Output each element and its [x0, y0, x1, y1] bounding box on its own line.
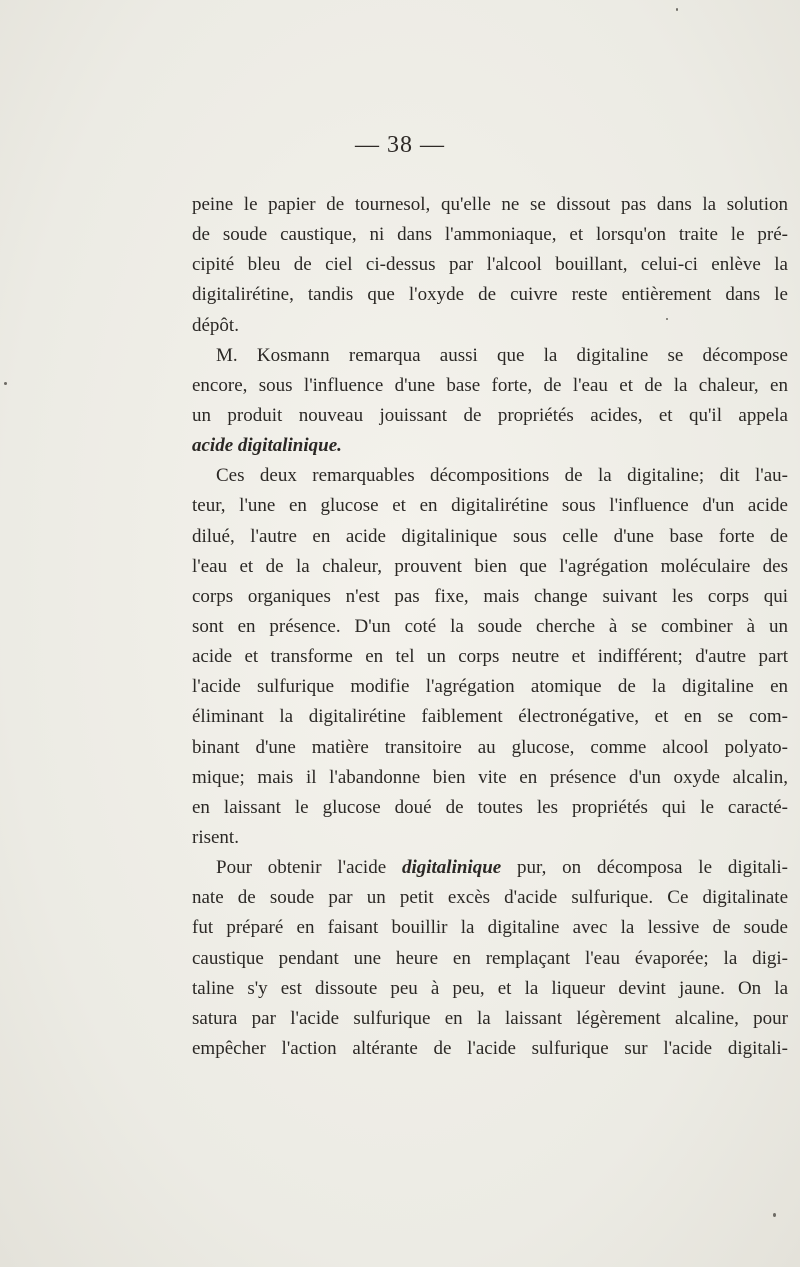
italic-term: acide digitalinique. — [192, 435, 342, 457]
page-number: — 38 — — [355, 132, 445, 158]
scan-speck — [666, 318, 668, 320]
text-line: risent. — [192, 826, 239, 848]
text-line: peine le papier de tournesol, qu'elle ne se dissout pas dans la solution — [192, 194, 788, 215]
text-line: l'acide sulfurique modifie l'agrégation atomique de la digitaline en — [192, 676, 788, 698]
scan-speck — [676, 8, 678, 11]
text-line: l'eau et de la chaleur, prouvent bien que l'agrégation moléculaire des — [192, 555, 788, 577]
text-line: dilué, l'autre en acide digitalinique sous celle d'une base forte de — [192, 525, 788, 547]
text-line-italic — [192, 431, 788, 461]
text-line: un produit nouveau jouissant de propriétés acides, et qu'il appela — [192, 404, 788, 426]
text-segment: pur, on décomposa le digitali- — [501, 857, 788, 879]
text-line: caustique pendant une heure en remplaçant l'eau évaporée; la digi- — [192, 947, 788, 969]
text-line: M. Kosmann remarqua aussi que la digitaline se décompose — [216, 344, 788, 366]
text-line: teur, l'une en glucose et en digitalirétine sous l'influence d'un acide — [192, 495, 788, 517]
text-line: sont en présence. D'un coté la soude cherche à se combiner à un — [192, 615, 788, 637]
text-line-mixed — [192, 853, 788, 883]
text-line: nate de soude par un petit excès d'acide sulfurique. Ce digitalinate — [192, 887, 788, 909]
text-line: éliminant la digitalirétine faiblement électronégative, et en se com- — [192, 706, 788, 728]
text-line: encore, sous l'influence d'une base forte, de l'eau et de la chaleur, en — [192, 374, 788, 396]
text-line: acide et transforme en tel un corps neutre et indifférent; d'autre part — [192, 646, 788, 668]
text-line: fut préparé en faisant bouillir la digitaline avec la lessive de soude — [192, 917, 788, 939]
body-text — [192, 190, 788, 1064]
text-line: empêcher l'action altérante de l'acide sulfurique sur l'acide digitali- — [192, 1037, 788, 1059]
text-line: de soude caustique, ni dans l'ammoniaque, et lorsqu'on traite le pré- — [192, 224, 788, 246]
paragraph-1 — [192, 190, 788, 341]
scan-speck — [4, 382, 7, 385]
text-line: en laissant le glucose doué de toutes les propriétés qui le caracté- — [192, 796, 788, 818]
italic-term: digitalinique — [401, 857, 502, 879]
text-line: dépôt. — [192, 314, 239, 336]
paragraph-4 — [192, 853, 788, 1064]
text-line: corps organiques n'est pas fixe, mais change suivant les corps qui — [192, 585, 788, 607]
paragraph-3 — [192, 461, 788, 853]
text-segment: Pour obtenir l'acide — [216, 857, 402, 879]
text-line: cipité bleu de ciel ci-dessus par l'alcool bouillant, celui-ci enlève la — [192, 254, 788, 276]
scan-speck — [773, 1213, 776, 1217]
text-line: Ces deux remarquables décompositions de la digitaline; dit l'au- — [216, 465, 788, 487]
text-line: mique; mais il l'abandonne bien vite en présence d'un oxyde alcalin, — [192, 766, 788, 788]
text-line: taline s'y est dissoute peu à peu, et la liqueur devint jaune. On la — [192, 977, 788, 999]
text-line: satura par l'acide sulfurique en la laissant légèrement alcaline, pour — [192, 1007, 788, 1029]
paragraph-2 — [192, 341, 788, 462]
text-line: binant d'une matière transitoire au glucose, comme alcool polyato- — [192, 736, 788, 758]
text-line: digitalirétine, tandis que l'oxyde de cuivre reste entièrement dans le — [192, 284, 788, 306]
